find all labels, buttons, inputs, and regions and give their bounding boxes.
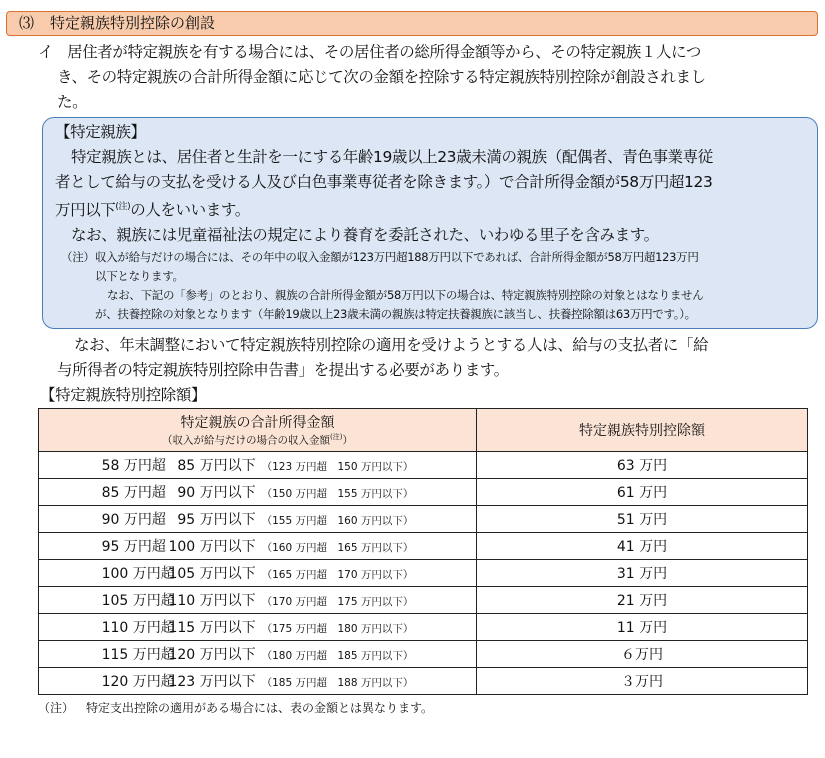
- income-range: 120 万円超123 万円以下 （185 万円超 188 万円以下）: [39, 668, 477, 695]
- table-row: [39, 506, 808, 533]
- note-line: 収入が給与だけの場合には、その年中の収入金額が123万円超188万円以下であれば、合計所得金額が58万円超123万円: [95, 250, 699, 265]
- income-range: 90 万円超 95 万円以下 （155 万円超 160 万円以下）: [39, 506, 477, 533]
- box-line: 万円以下$^{(注)}$の人をいいます。: [55, 201, 250, 220]
- table-row: [39, 587, 808, 614]
- note-label: （注）: [61, 250, 95, 265]
- deduction-amount: 41 万円: [477, 533, 808, 560]
- box-line: 者として給与の支払を受ける人及び白色事業専従者を除きます。）で合計所得金額が58万円超123: [55, 173, 713, 191]
- footnote-text: 特定支出控除の適用がある場合には、表の金額とは異なります。: [86, 701, 434, 716]
- section-number: ⑶: [19, 14, 35, 32]
- table-row: [39, 614, 808, 641]
- table-row: [39, 452, 808, 479]
- note: [61, 248, 811, 324]
- income-range: 105 万円超110 万円以下 （170 万円超 175 万円以下）: [39, 587, 477, 614]
- para1-marker: イ: [38, 43, 54, 61]
- deduction-amount: 51 万円: [477, 506, 808, 533]
- deduction-amount: ３万円: [477, 668, 808, 695]
- table-title: 【特定親族特別控除額】: [40, 386, 207, 405]
- box-line: 特定親族とは、居住者と生計を一にする年齢19歳以上23歳未満の親族（配偶者、青色事業専従: [71, 148, 713, 166]
- para1-line: た。: [57, 93, 88, 111]
- deduction-amount: 31 万円: [477, 560, 808, 587]
- deduction-amount: 11 万円: [477, 614, 808, 641]
- income-range: 100 万円超105 万円以下 （165 万円超 170 万円以下）: [39, 560, 477, 587]
- table-row: [39, 560, 808, 587]
- section-heading: [6, 11, 818, 36]
- income-range: 115 万円超120 万円以下 （180 万円超 185 万円以下）: [39, 641, 477, 668]
- income-range: 58 万円超 85 万円以下 （123 万円超 150 万円以下）: [39, 452, 477, 479]
- deduction-amount: 61 万円: [477, 479, 808, 506]
- income-range: 85 万円超 90 万円以下 （150 万円超 155 万円以下）: [39, 479, 477, 506]
- para2-line: なお、年末調整において特定親族特別控除の適用を受けようとする人は、給与の支払者に「給: [74, 336, 709, 355]
- para2-line: 与所得者の特定親族特別控除申告書」を提出する必要があります。: [57, 361, 509, 380]
- deduction-amount: ６万円: [477, 641, 808, 668]
- footnote: [38, 699, 818, 717]
- note-line: なお、下記の「参考」のとおり、親族の合計所得金額が58万円以下の場合は、特定親族特別控除の対象とはなりません: [107, 288, 704, 303]
- income-range: 95 万円超 100 万円以下 （160 万円超 165 万円以下）: [39, 533, 477, 560]
- deduction-table: [38, 408, 808, 695]
- box-title: 【特定親族】: [55, 123, 146, 141]
- footnote-label: （注）: [38, 701, 75, 716]
- para1-line: き、その特定親族の合計所得金額に応じて次の金額を控除する特定親族特別控除が創設されまし: [57, 68, 706, 86]
- note-line: が、扶養控除の対象となります（年齢19歳以上23歳未満の親族は特定扶養親族に該当し、扶養控除額は63万円です。）。: [95, 307, 696, 322]
- table-row: [39, 641, 808, 668]
- header-income: 特定親族の合計所得金額 （収入が給与だけの場合の収入金額$^{(注)}$）: [39, 409, 477, 452]
- header-amount: 特定親族特別控除額: [477, 409, 808, 452]
- section-title: 特定親族特別控除の創設: [50, 14, 216, 32]
- note-line: 以下となります。: [95, 269, 184, 284]
- table-row: [39, 668, 808, 695]
- deduction-amount: 63 万円: [477, 452, 808, 479]
- table-row: [39, 479, 808, 506]
- table-row: [39, 533, 808, 560]
- income-range: 110 万円超115 万円以下 （175 万円超 180 万円以下）: [39, 614, 477, 641]
- specified-relative-box: [42, 117, 818, 329]
- deduction-amount: 21 万円: [477, 587, 808, 614]
- box-line: なお、親族には児童福祉法の規定により養育を委託された、いわゆる里子を含みます。: [71, 226, 659, 245]
- para1-line: イ 居住者が特定親族を有する場合には、その居住者の総所得金額等から、その特定親族１人につ: [38, 43, 702, 61]
